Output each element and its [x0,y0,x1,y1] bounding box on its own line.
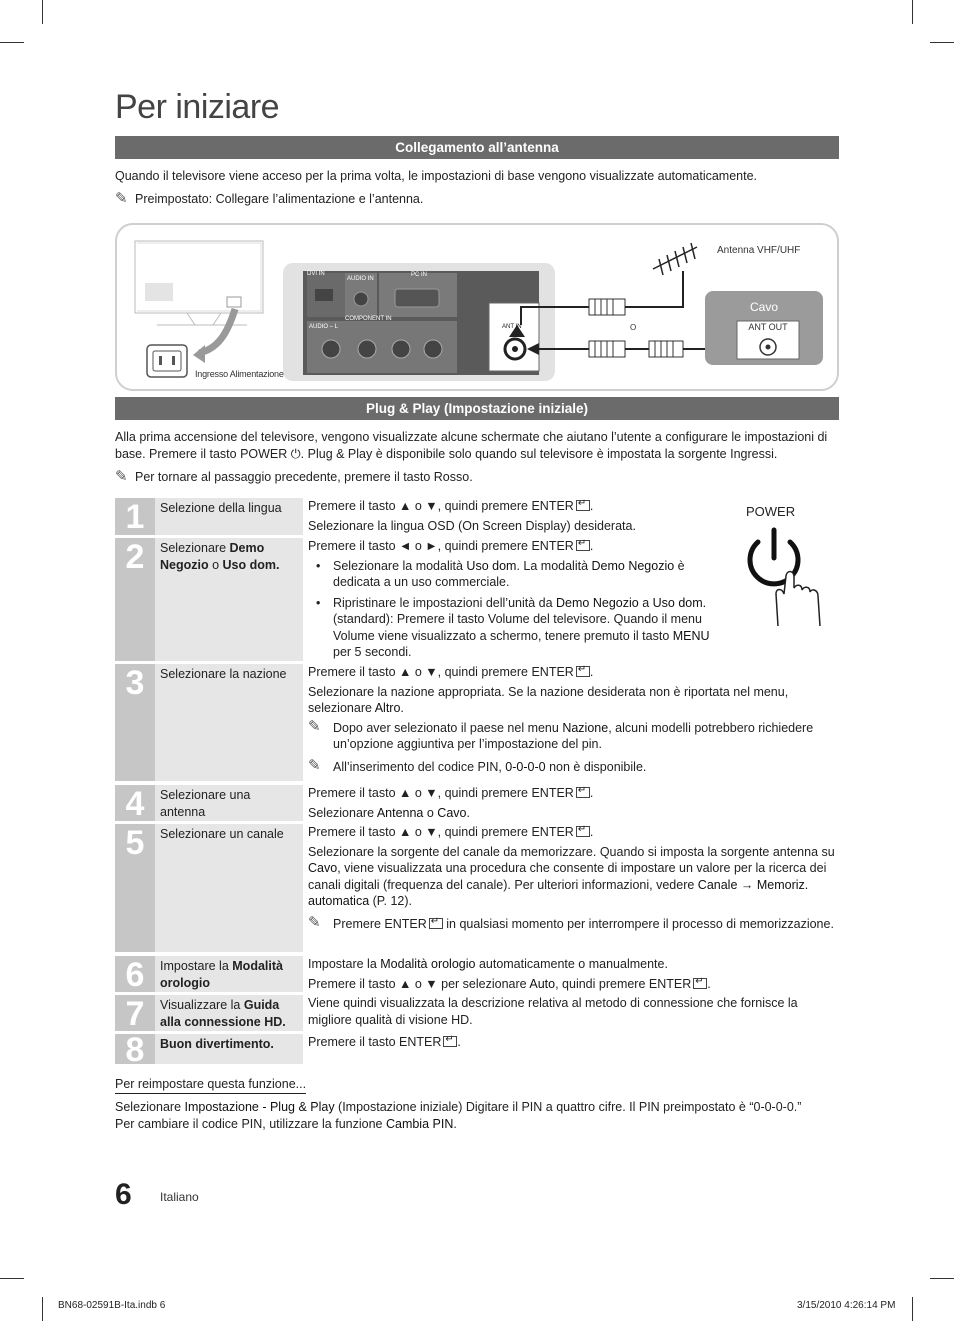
step-number: 3 [115,664,155,781]
step-label: Selezionare Demo Negozio o Uso dom. [155,538,303,661]
step-description: Premere il tasto ◄ o ►, quindi premere ENTER↵ . • Selezionare la modalità Uso dom. La modalità Demo Negozio è dedicata a un uso commerciale. • Ripristinare le impostazioni dell’unità da Demo Negozio a Uso dom. (standard): Premere il tasto Volume del televisore. Quando il menu Volume viene visualizzato a schermo, tenere premuto il tasto MENU per 5 secondi. [308,538,720,665]
note-pencil-icon: ✎ [115,468,128,485]
step-description: Premere il tasto ▲ o ▼, quindi premere ENTER↵ . Selezionare Antenna o Cavo. [308,785,836,824]
step-6 [115,956,839,992]
step-number: 4 [115,785,155,821]
language-label: Italiano [160,1190,199,1204]
enter-icon [576,540,590,551]
power-symbol-icon: ⏻ [290,446,301,461]
section-header-antenna: Collegamento all’antenna [115,136,839,159]
port-pc-label: PC IN [411,272,428,278]
port-audio-lr-label: AUDIO – L [309,324,339,330]
plug-note [115,469,839,486]
step-number: 6 [115,956,155,992]
enter-icon [429,918,443,929]
power-label: POWER [746,504,796,519]
step-number: 7 [115,995,155,1031]
crop-mark [930,1278,954,1279]
port-dvi-label: DVI IN [307,271,325,277]
crop-mark [912,0,913,24]
step-4 [115,785,839,821]
enter-icon [576,787,590,798]
step-description: Premere il tasto ENTER↵ . [308,1034,836,1051]
file-name: BN68-02591B-Ita.indb 6 [58,1300,166,1311]
crop-mark [912,1297,913,1321]
crop-mark [42,0,43,24]
list-item: • Selezionare la modalità Uso dom. La modalità Demo Negozio è dedicata a un uso commerciale. [308,558,720,591]
step-5 [115,824,839,952]
note-pencil-icon: ✎ [308,756,321,774]
step-description: Premere il tasto ▲ o ▼, quindi premere ENTER↵ . Selezionare la lingua OSD (On Screen Display) desiderata. [308,498,728,537]
antenna-icon [653,243,697,275]
step-8 [115,1031,839,1069]
ant-out-label: ANT OUT [748,322,788,332]
reset-text: Selezionare Impostazione - Plug & Play (Impostazione iniziale) Digitare il PIN a quattro cifre. Il PIN preimpostato è “0-0-0-0.” Per cambiare il codice PIN, utilizzare la funzione Cambia PIN. [115,1100,802,1131]
step-description: Impostare la Modalità orologio automaticamente o manualmente. Premere il tasto ▲ o ▼ per selezionare Auto, quindi premere ENTER↵ . [308,956,836,995]
enter-icon [576,500,590,511]
port-audio-label: AUDIO IN [347,276,374,282]
step-number: 2 [115,538,155,661]
step-label: Buon divertimento. [155,1034,303,1064]
enter-icon [443,1036,457,1047]
enter-icon [576,666,590,677]
enter-icon [693,978,707,989]
step-label: Selezione della lingua [155,498,303,535]
connection-diagram [115,223,839,391]
section-header-plug-and-play: Plug & Play (Impostazione iniziale) [115,397,839,420]
or-label: O [630,323,637,332]
step-label: Impostare la Modalità orologio [155,956,303,992]
antenna-intro: Quando il televisore viene acceso per la prima volta, le impostazioni di base vengono visualizzate automaticamente. [115,169,758,183]
page-title: Per iniziare [115,88,280,126]
step-3 [115,664,839,781]
step-number: 1 [115,498,155,535]
crop-mark [0,42,24,43]
enter-icon [576,826,590,837]
list-item: • Ripristinare le impostazioni dell’unità da Demo Negozio a Uso dom. (standard): Premere il tasto Volume del televisore. Quando il menu Volume viene visualizzato a schermo, tenere premuto il tasto MENU per 5 secondi. [308,595,720,661]
step-label: Selezionare una antenna [155,785,303,821]
step-1 [115,498,839,535]
step-description: Viene quindi visualizzata la descrizione relativa al metodo di connessione che fornisce la migliore qualità di visione HD. [308,996,798,1027]
plug-intro: Alla prima accensione del televisore, vengono visualizzate alcune schermate che aiutano l’utente a configurare le impostazioni di base. Premere il tasto POWER ⏻. Plug & Play è disponibile solo quando sul televisore è impostata la sorgente Ingressi. [115,430,828,461]
step-label: Selezionare la nazione [155,664,303,781]
reset-heading: Per reimpostare questa funzione... [115,1077,306,1094]
antenna-note-text: Preimpostato: Collegare l’alimentazione e l’antenna. [135,192,424,206]
crop-mark [930,42,954,43]
step-2 [115,538,839,661]
antenna-label: Antenna VHF/UHF [717,245,801,256]
step-description: Premere il tasto ▲ o ▼, quindi premere ENTER↵ . Selezionare la sorgente del canale da memorizzare. Quando si imposta la sorgente antenna su Cavo, viene visualizzata una procedura che consente di impostare un valore per la ricerca dei canali digitali (frequenza del canale). Per ulteriori informazioni, vedere Canale → Memoriz. automatica (P. 12). ✎ Premere ENTER↵ in qualsiasi momento per interrompere il processo di memorizzazione. [308,824,836,935]
step-7 [115,995,839,1031]
print-date: 3/15/2010 4:26:14 PM [797,1300,896,1311]
note-pencil-icon: ✎ [308,717,321,735]
cable-box-title: Cavo [749,300,778,314]
power-input-label: Ingresso Alimentazione [195,369,284,379]
crop-mark [42,1297,43,1321]
port-component-label: COMPONENT IN [345,316,392,322]
page-number: 6 [115,1178,132,1211]
step-label: Selezionare un canale [155,824,303,952]
plug-note-text: Per tornare al passaggio precedente, premere il tasto Rosso. [135,470,473,484]
step-number: 8 [115,1034,155,1064]
note-pencil-icon: ✎ [115,190,128,207]
step-label: Visualizzare la Guida alla connessione HD. [155,995,303,1031]
note-pencil-icon: ✎ [308,913,321,931]
port-ant-in-label: ANT IN [502,324,522,330]
antenna-note [115,191,839,208]
crop-mark [0,1278,24,1279]
step-description: Premere il tasto ▲ o ▼, quindi premere ENTER↵ . Selezionare la nazione appropriata. Se la nazione desiderata non è riportata nel menu, selezionare Altro. ✎ Dopo aver selezionato il paese nel menu Nazione, alcuni modelli potrebbero richiedere un’opzione aggiuntiva per l’impostazione del pin. ✎ All’inserimento del codice PIN, 0-0-0-0 non è disponibile. [308,664,836,778]
step-number: 5 [115,824,155,952]
